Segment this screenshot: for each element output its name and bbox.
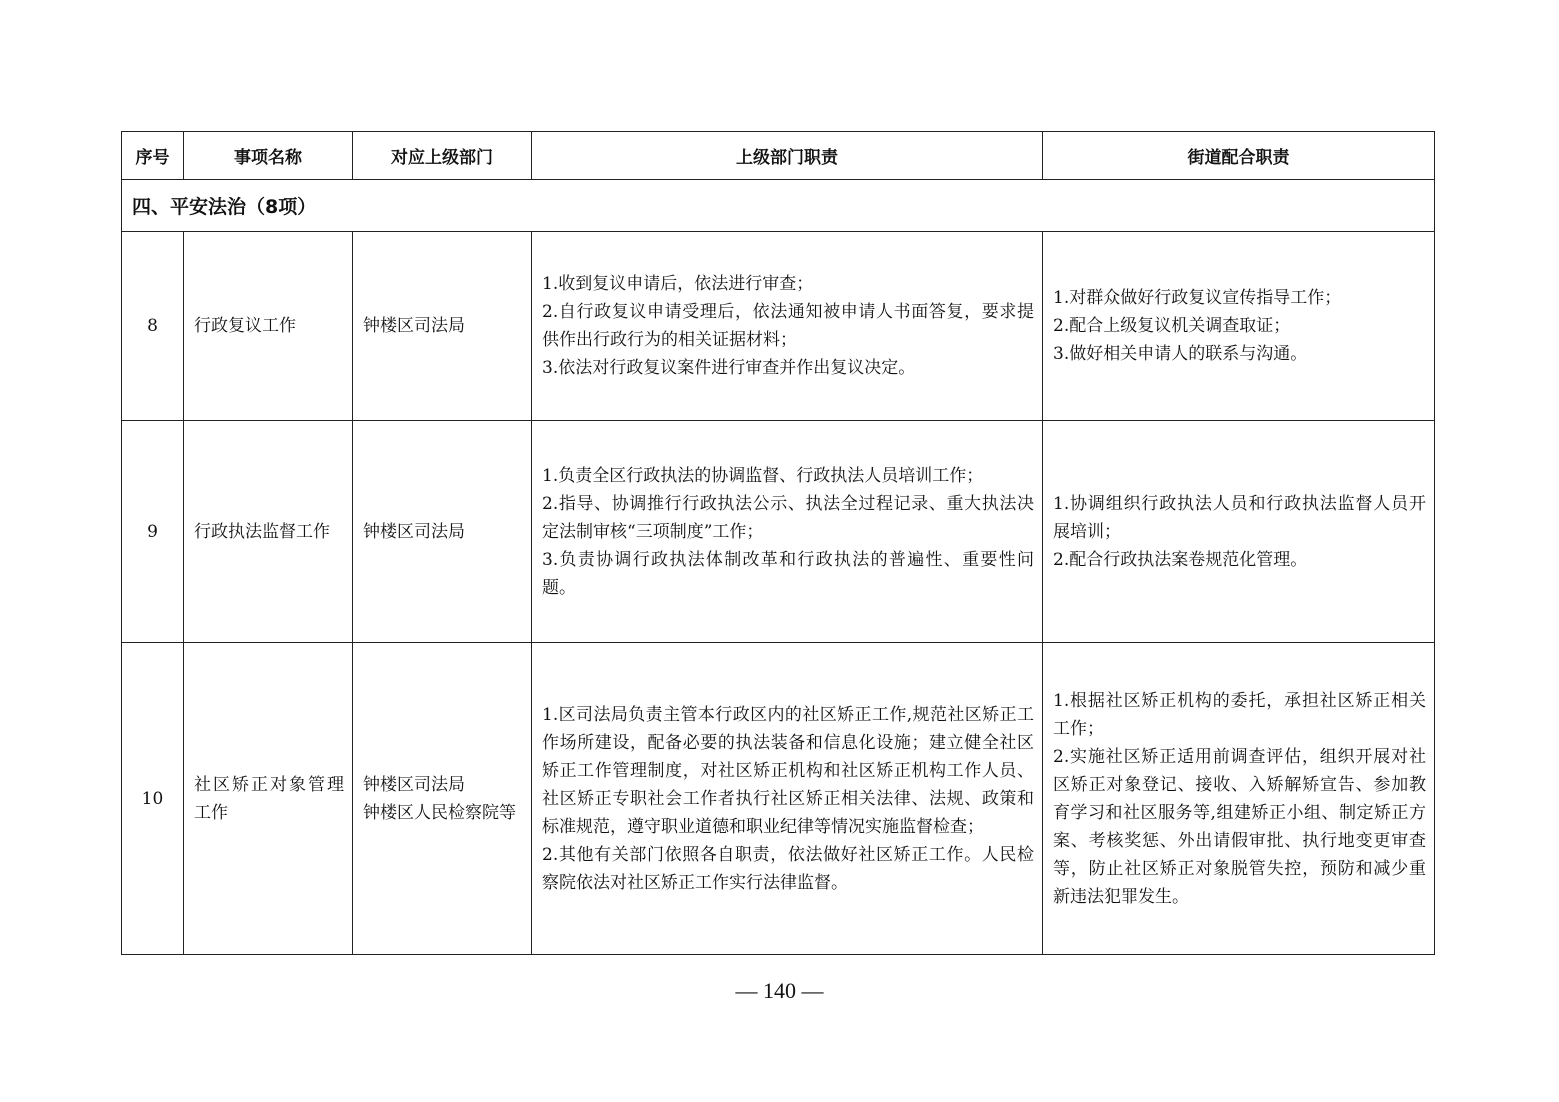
dept-line: 钟楼区司法局: [363, 774, 465, 795]
row-dept: [353, 232, 532, 421]
header-seq: 序号: [122, 132, 184, 180]
row-seq: 10: [122, 643, 184, 955]
header-duty: 上级部门职责: [532, 132, 1043, 180]
header-street: 街道配合职责: [1043, 132, 1435, 180]
page-number: — 140 —: [735, 978, 824, 1003]
dept-line: 钟楼区司法局: [363, 316, 465, 336]
duty-line: 3.负责协调行政执法体制改革和行政执法的普遍性、重要性问题。: [542, 549, 1034, 598]
street-line: 3.做好相关申请人的联系与沟通。: [1053, 344, 1308, 364]
street-line: 2.配合行政执法案卷规范化管理。: [1053, 549, 1308, 570]
section-row: [122, 180, 1435, 232]
duty-line: 1.负责全区行政执法的协调监督、行政执法人员培训工作；: [542, 465, 984, 486]
table-row: [122, 232, 1435, 421]
row-item: 行政复议工作: [184, 232, 353, 421]
row-street: [1043, 232, 1435, 421]
row-seq: 8: [122, 232, 184, 421]
row-seq: 9: [122, 421, 184, 643]
row-dept: [353, 643, 532, 955]
street-line: 1.协调组织行政执法人员和行政执法监督人员开展培训；: [1053, 493, 1426, 542]
duty-line: 3.依法对行政复议案件进行审查并作出复议决定。: [542, 358, 916, 378]
duty-line: 2.自行政复议申请受理后，依法通知被申请人书面答复，要求提供作出行政行为的相关证据材料；: [542, 302, 1034, 350]
section-title: 四、平安法治（8项）: [122, 180, 1435, 232]
row-duty: [532, 232, 1043, 421]
row-street: [1043, 643, 1435, 955]
row-item: 社区矫正对象管理工作: [184, 643, 353, 955]
street-line: 2.配合上级复议机关调查取证；: [1053, 316, 1291, 336]
dept-line: 钟楼区人民检察院等: [363, 802, 516, 823]
duty-table: [121, 131, 1435, 955]
duty-line: 2.其他有关部门依照各自职责，依法做好社区矫正工作。人民检察院依法对社区矫正工作实行法律监督。: [542, 844, 1034, 893]
header-dept: 对应上级部门: [353, 132, 532, 180]
row-street: [1043, 421, 1435, 643]
duty-line: 1.区司法局负责主管本行政区内的社区矫正工作,规范社区矫正工作场所建设，配备必要的执法装备和信息化设施；建立健全社区矫正工作管理制度，对社区矫正机构和社区矫正机构工作人员、社区矫正专职社会工作者执行社区矫正相关法律、法规、政策和标准规范，遵守职业道德和职业纪律等情况实施监督检查；: [542, 704, 1034, 837]
table-row: [122, 643, 1435, 955]
row-duty: [532, 421, 1043, 643]
street-line: 1.对群众做好行政复议宣传指导工作；: [1053, 288, 1342, 308]
duty-line: 1.收到复议申请后，依法进行审查；: [542, 274, 814, 294]
table-row: [122, 421, 1435, 643]
header-item: 事项名称: [184, 132, 353, 180]
header-row: [122, 132, 1435, 180]
row-duty: [532, 643, 1043, 955]
duty-line: 2.指导、协调推行行政执法公示、执法全过程记录、重大执法决定法制审核“三项制度”工作；: [542, 493, 1034, 542]
street-line: 2.实施社区矫正适用前调查评估，组织开展对社区矫正对象登记、接收、入矫解矫宣告、参加教育学习和社区服务等,组建矫正小组、制定矫正方案、考核奖惩、外出请假审批、执行地变更审查等，防止社区矫正对象脱管失控，预防和减少重新违法犯罪发生。: [1053, 746, 1426, 907]
dept-line: 钟楼区司法局: [363, 521, 465, 542]
row-item: 行政执法监督工作: [184, 421, 353, 643]
row-dept: [353, 421, 532, 643]
street-line: 1.根据社区矫正机构的委托，承担社区矫正相关工作；: [1053, 690, 1426, 739]
